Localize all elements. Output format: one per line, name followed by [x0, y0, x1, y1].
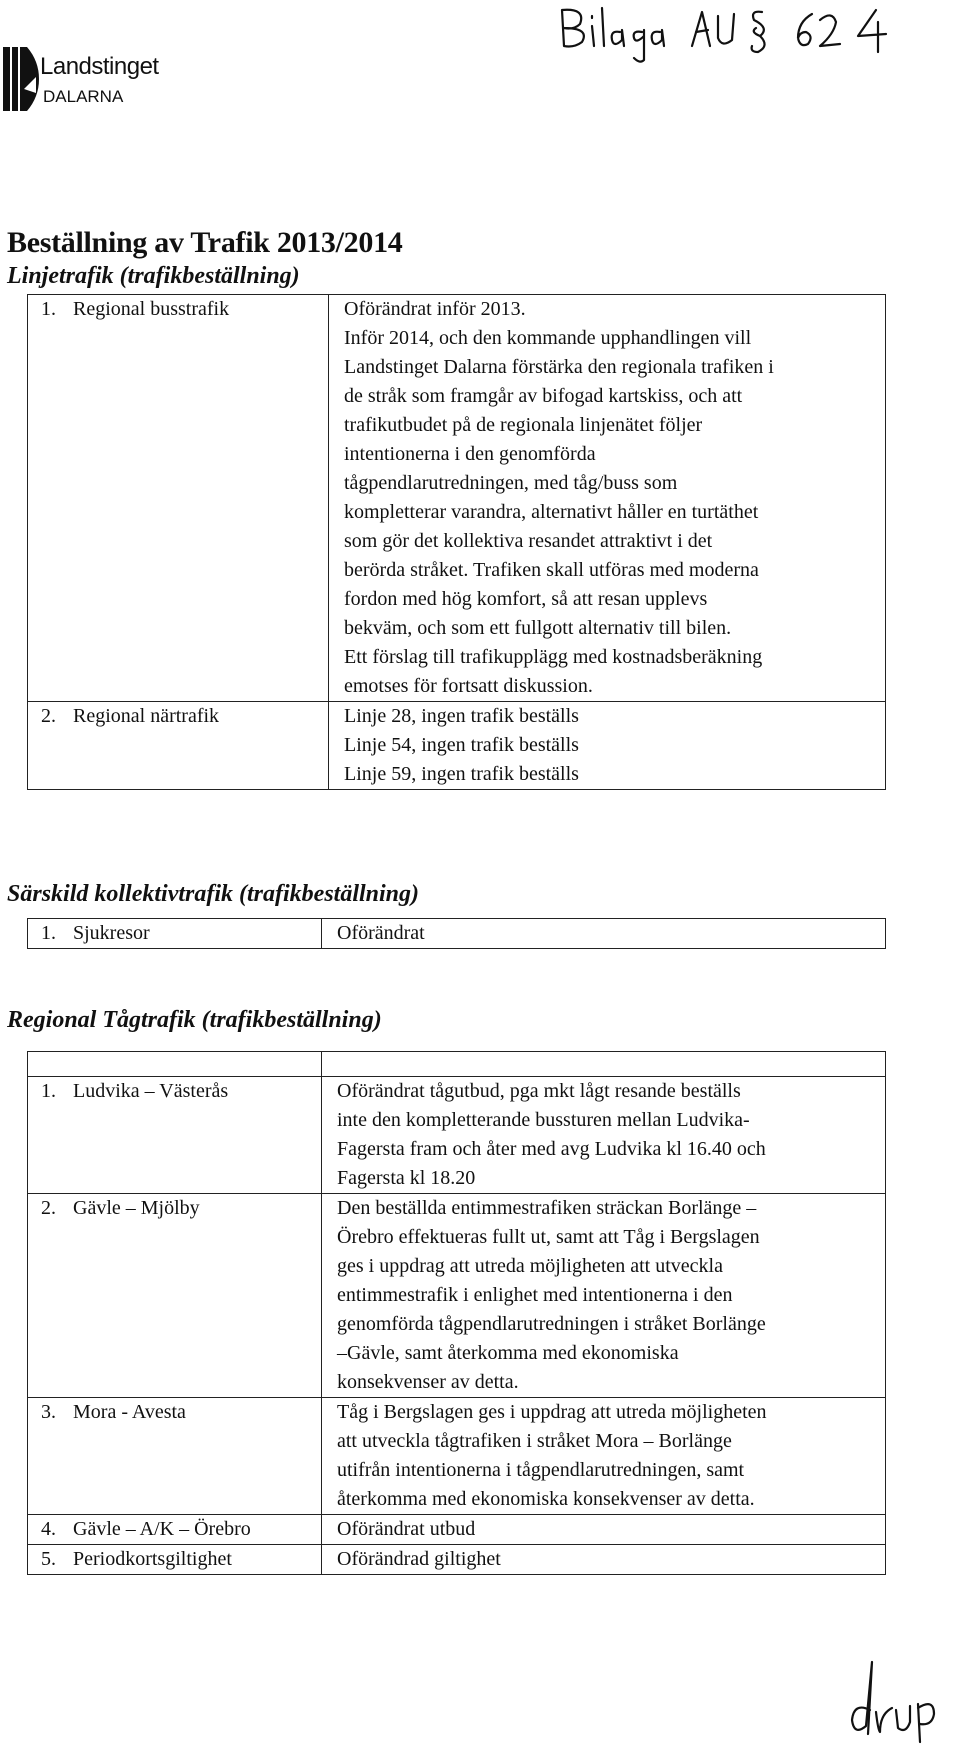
section-heading-linjetrafik: Linjetrafik (trafikbeställning) — [7, 263, 300, 289]
table-header-spacer — [28, 1052, 886, 1077]
table-row — [28, 1077, 886, 1194]
row-description: Den beställda entimmestrafiken sträckan Borlänge – Örebro effektueras fullt ut, samt att Tåg i Bergslagen ges i uppdrag att utreda möjligheten att utveckla entimmestrafik i enlighet med intentionerna i den genomförda tågpendlarutredningen i stråket Borlänge –Gävle, samt återkomma med ekonomiska konsekvenser av detta. — [322, 1194, 886, 1398]
row-label: 1. Ludvika – Västerås — [28, 1077, 322, 1194]
row-description: Oförändrat inför 2013. Inför 2014, och den kommande upphandlingen vill Landstinget Dalarna förstärka den regionala trafiken i de stråk som framgår av bifogad kartskiss, och att trafikutbudet på de regionala linjenätet följer intentionerna i den genomförda tågpendlarutredningen, med tåg/buss som kompletterar varandra, alternativt håller en turtäthet som gör det kollektiva resandet attraktivt i det berörda stråket. Trafiken skall utföras med moderna fordon med hög komfort, så att resan upplevs bekväm, och som ett fullgott alternativ till bilen. Ett förslag till trafikupplägg med kostnadsberäkning emotses för fortsatt diskussion. — [329, 295, 886, 702]
table-row — [28, 702, 886, 790]
row-description: Oförändrad giltighet — [322, 1545, 886, 1575]
row-label: 1. Sjukresor — [28, 919, 322, 949]
logo-mark-icon — [3, 47, 39, 111]
tagtrafik-table — [27, 1051, 886, 1575]
logo-region: DALARNA — [43, 87, 124, 106]
row-label: 2. Gävle – Mjölby — [28, 1194, 322, 1398]
table-row — [28, 1515, 886, 1545]
table-row — [28, 1398, 886, 1515]
row-description: Oförändrat — [322, 919, 886, 949]
sarskild-table — [27, 918, 886, 949]
logo-name: Landstinget — [40, 53, 159, 80]
row-description: Oförändrat utbud — [322, 1515, 886, 1545]
row-label: 4. Gävle – A/K – Örebro — [28, 1515, 322, 1545]
row-description: Tåg i Bergslagen ges i uppdrag att utreda möjligheten att utveckla tågtrafiken i stråket Mora – Borlänge utifrån intentionerna i tågpendlarutredningen, samt återkomma med ekonomiska konsekvenser av detta. — [322, 1398, 886, 1515]
document-title: Beställning av Trafik 2013/2014 — [7, 226, 403, 259]
section-heading-tagtrafik: Regional Tågtrafik (trafikbeställning) — [7, 1007, 382, 1033]
landstinget-dalarna-logo — [3, 47, 203, 113]
row-label: 3. Mora - Avesta — [28, 1398, 322, 1515]
table-row — [28, 1194, 886, 1398]
table-row — [28, 295, 886, 702]
table-row — [28, 919, 886, 949]
row-description: Linje 28, ingen trafik beställs Linje 54, ingen trafik beställs Linje 59, ingen trafik beställs — [329, 702, 886, 790]
handwritten-bilaga-note — [556, 2, 916, 66]
linjetrafik-table — [27, 294, 886, 790]
row-label: 2. Regional närtrafik — [28, 702, 329, 790]
row-label: 5. Periodkortsgiltighet — [28, 1545, 322, 1575]
table-row — [28, 1545, 886, 1575]
row-label: 1. Regional busstrafik — [28, 295, 329, 702]
handwritten-initials-signature — [848, 1650, 956, 1746]
section-heading-sarskild: Särskild kollektivtrafik (trafikbeställning) — [7, 881, 420, 907]
row-description: Oförändrat tågutbud, pga mkt lågt resande beställs inte den kompletterande bussturen mellan Ludvika- Fagersta fram och åter med avg Ludvika kl 16.40 och Fagersta kl 18.20 — [322, 1077, 886, 1194]
